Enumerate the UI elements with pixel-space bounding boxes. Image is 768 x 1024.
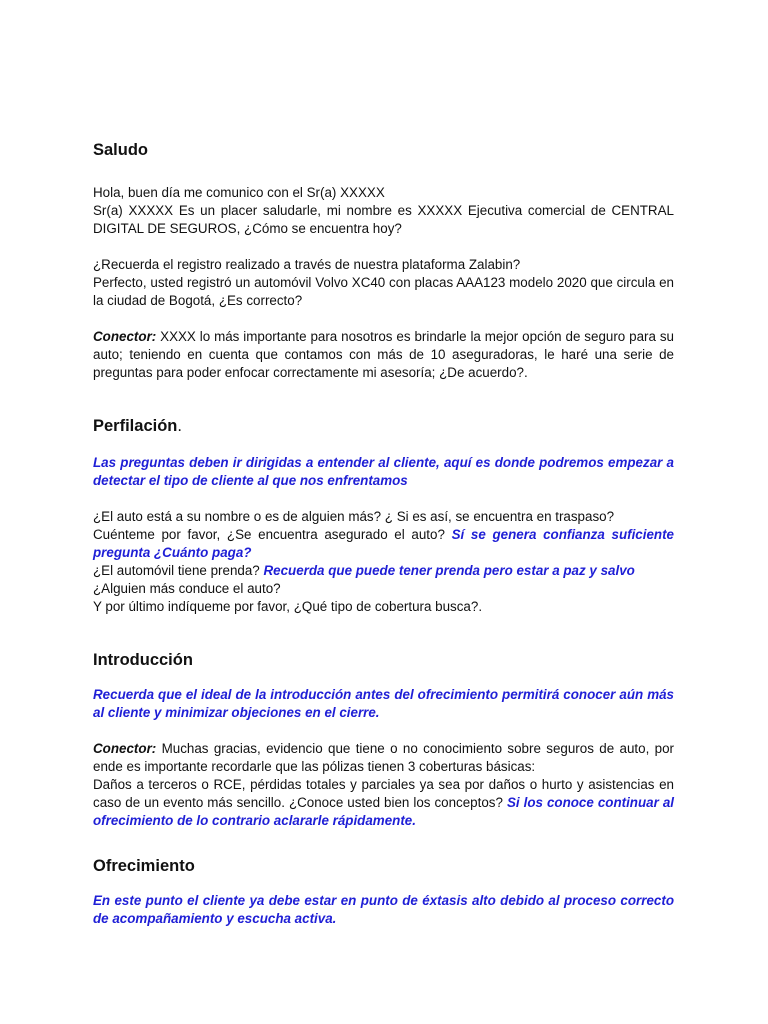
conector-label: Conector:	[93, 329, 157, 344]
introduccion-conector	[93, 740, 674, 776]
introduccion-detail	[93, 776, 674, 830]
saludo-conector	[93, 328, 674, 382]
perfilacion-note: Las preguntas deben ir dirigidas a entender al cliente, aquí es donde podremos empezar a detectar el tipo de cliente al que nos enfrentamos	[93, 455, 674, 488]
introduccion-detail-text: Daños a terceros o RCE, pérdidas totales y parciales ya sea por daños o hurto y asistencias en caso de un evento más sencillo. ¿Conoce usted bien los conceptos?	[93, 777, 674, 810]
perfilacion-q3	[93, 562, 674, 580]
introduccion-note: Recuerda que el ideal de la introducción antes del ofrecimiento permitirá conocer aún más al cliente y minimizar objeciones en el cierre.	[93, 687, 674, 720]
heading-saludo: Saludo	[93, 141, 149, 159]
section-ofrecimiento	[93, 856, 674, 928]
perfilacion-q1: ¿El auto está a su nombre o es de alguien más? ¿ Si es así, se encuentra en traspaso?	[93, 509, 615, 524]
perfilacion-q3-text: ¿El automóvil tiene prenda?	[93, 563, 264, 578]
perfilacion-q4: ¿Alguien más conduce el auto?	[93, 581, 281, 596]
heading-ofrecimiento: Ofrecimiento	[93, 857, 195, 875]
perfilacion-q2-text: Cuénteme por favor, ¿Se encuentra asegurado el auto?	[93, 527, 452, 542]
heading-perfilacion-suffix: .	[177, 417, 182, 435]
saludo-line-1: Hola, buen día me comunico con el Sr(a) XXXXX	[93, 185, 385, 200]
perfilacion-q2-note: Sí se genera confianza suficiente pregunta ¿Cuánto paga?	[93, 527, 674, 560]
section-saludo	[93, 140, 674, 382]
section-perfilacion	[93, 416, 674, 616]
saludo-para2-line-2: Perfecto, usted registró un automóvil Volvo XC40 con placas AAA123 modelo 2020 que circula en la ciudad de Bogotá, ¿Es correcto?	[93, 275, 674, 308]
perfilacion-q5: Y por último indíqueme por favor, ¿Qué tipo de cobertura busca?.	[93, 599, 483, 614]
saludo-line-2: Sr(a) XXXXX Es un placer saludarle, mi nombre es XXXXX Ejecutiva comercial de CENTRAL DIGITAL DE SEGUROS, ¿Cómo se encuentra hoy?	[93, 203, 674, 236]
heading-perfilacion	[93, 416, 674, 436]
introduccion-conector-text: Muchas gracias, evidencio que tiene o no conocimiento sobre seguros de auto, por ende es importante recordarle que las pólizas tienen 3 coberturas básicas:	[93, 741, 674, 774]
conector-text: XXXX lo más importante para nosotros es brindarle la mejor opción de seguro para su auto; teniendo en cuenta que contamos con más de 10 aseguradoras, le haré una serie de preguntas para poder enfocar correctamente mi asesoría; ¿De acuerdo?.	[93, 329, 674, 380]
heading-perfilacion-text: Perfilación	[93, 417, 178, 435]
ofrecimiento-note: En este punto el cliente ya debe estar en punto de éxtasis alto debido al proceso correcto de acompañamiento y escucha activa.	[93, 893, 674, 926]
section-introduccion	[93, 650, 674, 830]
introduccion-detail-note: Si los conoce continuar al ofrecimiento de lo contrario aclararle rápidamente.	[93, 795, 674, 828]
perfilacion-q3-note: Recuerda que puede tener prenda pero estar a paz y salvo	[263, 563, 635, 578]
heading-introduccion: Introducción	[93, 651, 193, 669]
introduccion-conector-label: Conector:	[93, 741, 157, 756]
saludo-para2-line-1: ¿Recuerda el registro realizado a través de nuestra plataforma Zalabin?	[93, 257, 521, 272]
perfilacion-q2	[93, 526, 674, 562]
